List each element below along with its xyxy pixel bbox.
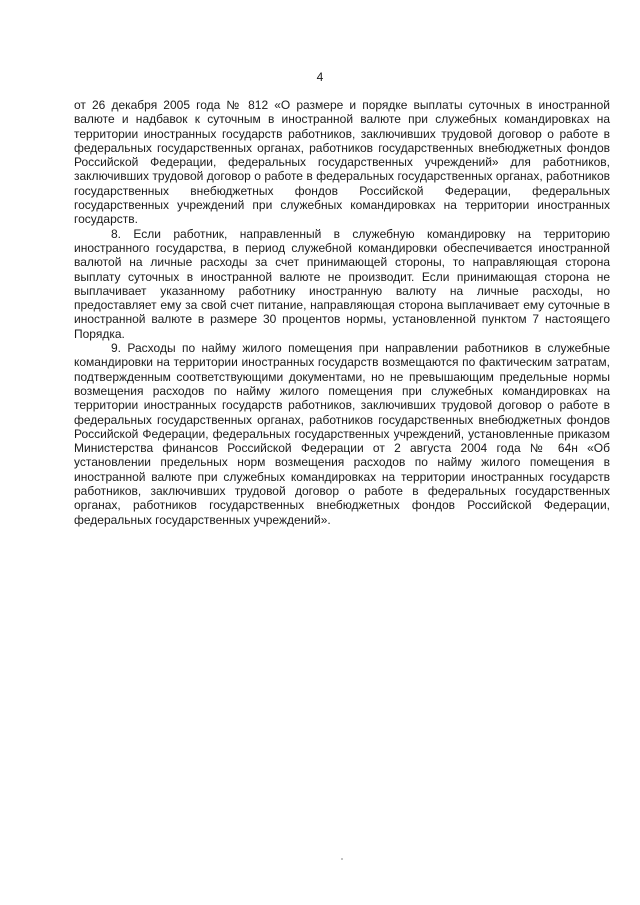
paragraph-item-9: 9. Расходы по найму жилого помещения при направлении работников в служебные командировки на территории иностранных государств возмещаются по фактическим затратам, подтвержденным соответствующими документами, но не превышающим предельные нормы возмещения расходов по найму жилого помещения при служебных командировках на территории иностранных государств работников, заключивших трудовой договор о работе в федеральных государственных органах, работников государственных внебюджетных фондов Российской Федерации, федеральных государственных учреждений, установленные приказом Министерства финансов Российской Федерации от 2 августа 2004 года № 64н «Об установлении предельных норм возмещения расходов по найму жилого помещения в иностранной валюте при служебных командировках на территории иностранных государств работников, заключивших трудовой договор о работе в федеральных государственных органах, работников государственных внебюджетных фондов Российской Федерации, федеральных государственных учреждений».: [74, 341, 610, 527]
paragraph-item-8: 8. Если работник, направленный в служебную командировку на территорию иностранного государства, в период служебной командировки обеспечивается иностранной валютой на личные расходы за счет принимающей стороны, то направляющая сторона выплату суточных в иностранной валюте не производит. Если принимающая сторона не выплачивает указанному работнику иностранную валюту на личные расходы, но предоставляет ему за свой счет питание, направляющая сторона выплачивает ему суточные в иностранной валюте в размере 30 процентов нормы, установленной пунктом 7 настоящего Порядка.: [74, 226, 610, 341]
scan-speck: [341, 858, 343, 860]
paragraph-continuation: от 26 декабря 2005 года № 812 «О размере и порядке выплаты суточных в иностранной валюте и надбавок к суточным в иностранной валюте при служебных командировках на территории иностранных государств работников, заключивших трудовой договор о работе в федеральных государственных органах, работников государственных внебюджетных фондов Российской Федерации, федеральных государственных учреждений» для работников, заключивших трудовой договор о работе в федеральных государственных органах, работников государственных внебюджетных фондов Российской Федерации, федеральных государственных учреждений при служебных командировках на территории иностранных государств.: [74, 98, 610, 227]
page-number: 4: [316, 70, 324, 84]
document-body: [74, 98, 610, 527]
